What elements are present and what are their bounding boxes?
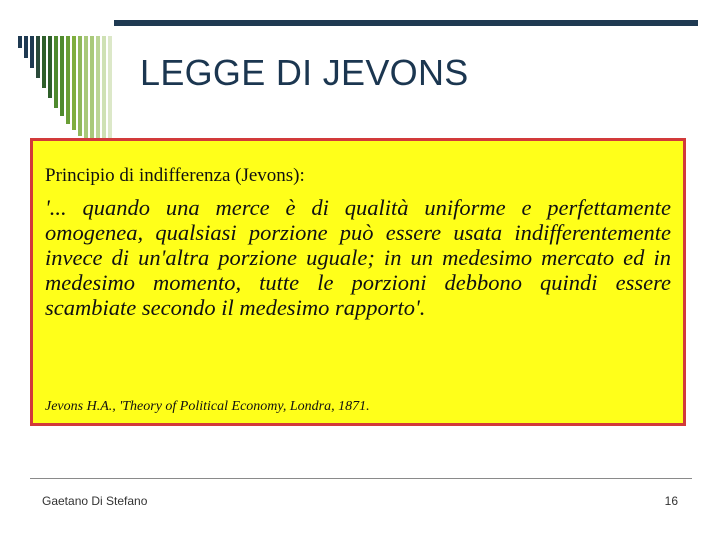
top-accent-bar bbox=[114, 20, 698, 26]
decorative-bars bbox=[18, 36, 128, 146]
footer-author: Gaetano Di Stefano bbox=[42, 494, 148, 508]
slide-title: LEGGE DI JEVONS bbox=[140, 52, 469, 93]
page-number: 16 bbox=[664, 494, 678, 508]
quote-box bbox=[30, 138, 686, 426]
subtitle: Principio di indifferenza (Jevons): bbox=[45, 165, 305, 186]
footer-divider bbox=[30, 478, 692, 479]
citation: Jevons H.A., 'Theory of Political Economy, Londra, 1871. bbox=[45, 399, 370, 414]
quote-text: '... quando una merce è di qualità uniforme e perfettamente omogenea, qualsiasi porzione può essere usata indifferentemente invece di un'altra porzione uguale; in un medesimo mercato ed in medesimo momento, tutte le porzioni debbono quindi essere scambiate secondo il medesimo rapporto'. bbox=[45, 195, 671, 320]
